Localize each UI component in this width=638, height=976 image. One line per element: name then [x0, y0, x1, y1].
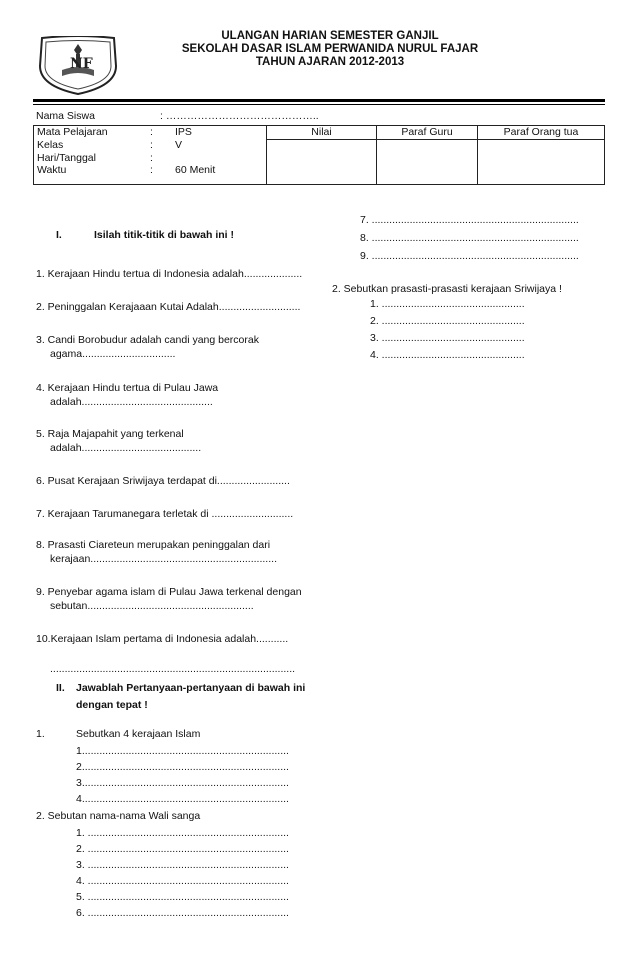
header-school: SEKOLAH DASAR ISLAM PERWANIDA NURUL FAJAR	[181, 43, 479, 55]
question-4: 4. Kerajaan Hindu tertua di Pulau Jawa adalah.............................................	[36, 382, 219, 408]
header-rule-thick	[33, 99, 605, 102]
answer-line[interactable]: 2. .....................................................................	[76, 843, 289, 855]
header-year: TAHUN AJARAN 2012-2013	[255, 56, 405, 68]
header-rule-thin	[33, 104, 605, 105]
s2-q1-text: Sebutkan 4 kerajaan Islam	[76, 728, 201, 740]
header-paraf-ortu: Paraf Orang tua	[478, 126, 605, 140]
section1-title: Isilah titik-titik di bawah ini !	[94, 229, 235, 241]
answer-line[interactable]: 5. .....................................................................	[76, 891, 289, 903]
header-title: ULANGAN HARIAN SEMESTER GANJIL	[221, 30, 439, 42]
info-colon: :	[147, 126, 172, 140]
answer-line[interactable]: 8. .......................................................................	[360, 232, 579, 244]
right-q2-text: 2. Sebutkan prasasti-prasasti kerajaan Sriwijaya !	[332, 283, 562, 295]
section1-number: I.	[56, 229, 62, 241]
answer-line[interactable]: 1.......................................................................	[76, 745, 289, 757]
question-1: 1. Kerajaan Hindu tertua di Indonesia adalah....................	[36, 268, 303, 280]
section2-number: II.	[56, 682, 65, 694]
answer-line[interactable]: 7. .......................................................................	[360, 214, 579, 226]
question-5: 5. Raja Majapahit yang terkenal adalah.........................................	[36, 428, 202, 454]
question-2: 2. Peninggalan Kerajaaan Kutai Adalah............................	[36, 301, 301, 313]
info-label: Mata Pelajaran	[34, 126, 148, 140]
answer-line[interactable]: 6. .....................................................................	[76, 907, 289, 919]
answer-line[interactable]: 9. .......................................................................	[360, 250, 579, 262]
question-10: 10.Kerajaan Islam pertama di Indonesia adalah...........	[36, 633, 289, 645]
question-7: 7. Kerajaan Tarumanegara terletak di ............................	[36, 508, 294, 520]
answer-line[interactable]: 4. .....................................................................	[76, 875, 289, 887]
school-logo	[34, 36, 122, 96]
question-3: 3. Candi Borobudur adalah candi yang bercorak agama................................	[36, 334, 259, 360]
nilai-cell[interactable]	[267, 139, 377, 185]
info-value: V	[172, 139, 267, 152]
answer-line[interactable]: 4.......................................................................	[76, 793, 289, 805]
student-name-field[interactable]: : ……………………………………..	[160, 110, 319, 122]
answer-line[interactable]: 2. .................................................	[370, 315, 525, 327]
paraf-ortu-cell[interactable]	[478, 139, 605, 185]
answer-line[interactable]: 3.......................................................................	[76, 777, 289, 789]
answer-line[interactable]: 3. .....................................................................	[76, 859, 289, 871]
paraf-guru-cell[interactable]	[377, 139, 478, 185]
s2-q2-text: 2. Sebutan nama-nama Wali sanga	[36, 810, 201, 822]
student-name-label: Nama Siswa	[36, 110, 95, 122]
answer-line[interactable]: 1. .................................................	[370, 298, 525, 310]
header-nilai: Nilai	[267, 126, 377, 140]
info-value: IPS	[172, 126, 267, 140]
info-colon: :	[147, 164, 172, 185]
question-8: 8. Prasasti Ciareteun merupakan peninggalan dari kerajaan................................................................	[36, 539, 277, 565]
answer-line[interactable]: ....................................................................................	[50, 663, 296, 675]
info-label: Kelas	[34, 139, 148, 152]
info-colon: :	[150, 151, 153, 164]
info-colon: :	[150, 139, 153, 151]
info-table	[33, 125, 605, 185]
logo-letters: NF	[70, 56, 93, 72]
question-6: 6. Pusat Kerajaan Sriwijaya terdapat di.........................	[36, 475, 290, 487]
answer-line[interactable]: 3. .................................................	[370, 332, 525, 344]
s2-q1-number: 1.	[36, 728, 45, 740]
info-value: 60 Menit	[172, 164, 267, 185]
section2-title-cont: dengan tepat !	[76, 699, 148, 711]
info-label: Hari/Tanggal	[34, 152, 148, 165]
answer-line[interactable]: 4. .................................................	[370, 349, 525, 361]
section2-title: Jawablah Pertanyaan-pertanyaan di bawah ini	[76, 682, 306, 694]
answer-line[interactable]: 1. .....................................................................	[76, 827, 289, 839]
info-label: Waktu	[34, 164, 148, 185]
header-paraf-guru: Paraf Guru	[377, 126, 478, 140]
question-9: 9. Penyebar agama islam di Pulau Jawa terkenal dengan sebutan.........................................................	[36, 586, 302, 612]
info-value[interactable]	[172, 152, 267, 165]
answer-line[interactable]: 2.......................................................................	[76, 761, 289, 773]
